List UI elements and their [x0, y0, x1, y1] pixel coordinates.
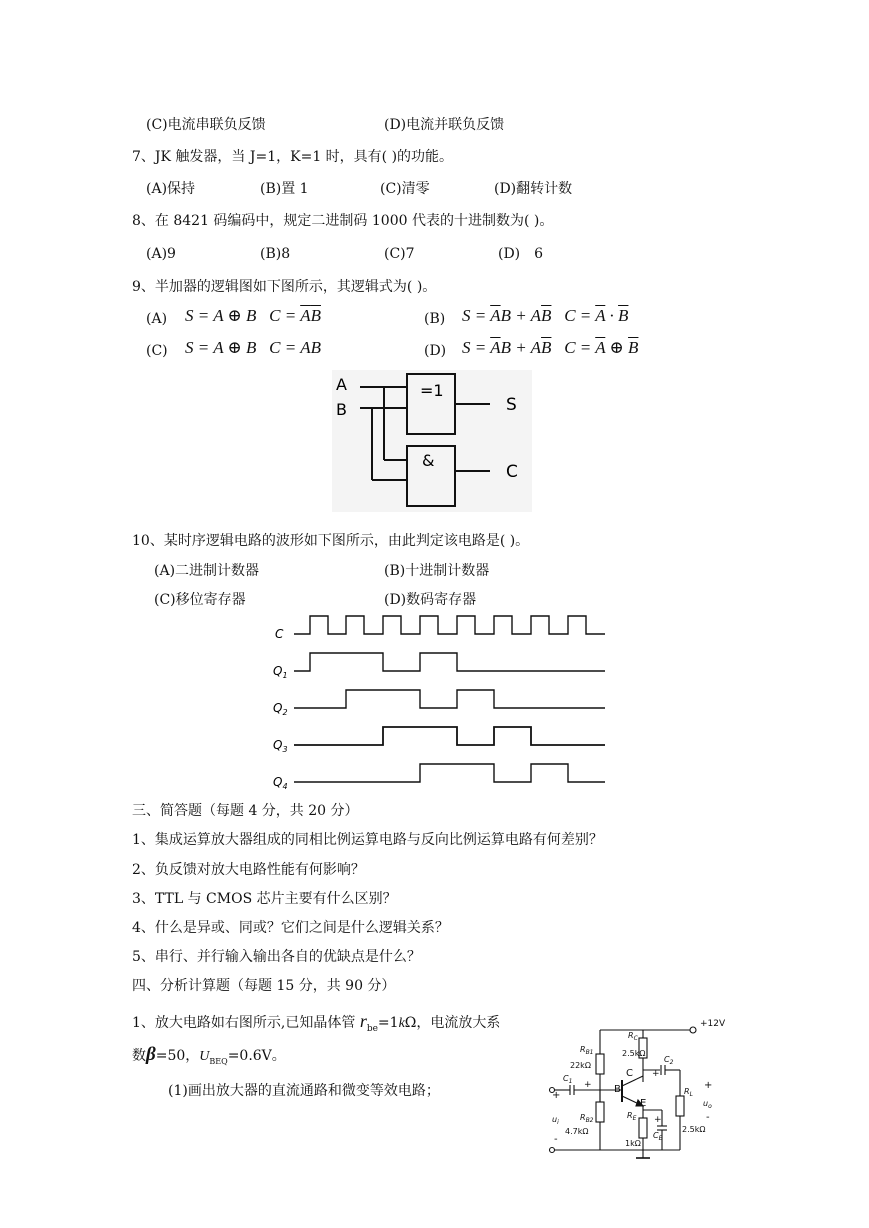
- ce-label: $C_E$: [653, 1131, 663, 1142]
- ce-plus: +: [654, 1115, 662, 1125]
- q8-option-d: (D) 6: [498, 246, 544, 262]
- q7-option-c: (C)清零: [380, 181, 430, 197]
- input-b-label: B: [336, 400, 347, 419]
- rl-value: 2.5kΩ: [682, 1125, 706, 1134]
- node-b-label: B: [614, 1084, 621, 1095]
- q10-option-d: (D)数码寄存器: [384, 592, 477, 608]
- signal-c-label: C: [275, 627, 284, 641]
- q10-stem: 10、某时序逻辑电路的波形如下图所示，由此判定该电路是( )。: [132, 533, 530, 549]
- rb2-value: 4.7kΩ: [565, 1127, 589, 1136]
- signal-q3-label: $Q_3$: [273, 738, 288, 754]
- rl-resistor: [676, 1096, 684, 1116]
- q9-option-c-label: (C): [146, 343, 168, 359]
- uo-label: $u_o$: [703, 1099, 712, 1110]
- rc-value: 2.5kΩ: [622, 1049, 646, 1058]
- input-plus: +: [552, 1090, 561, 1101]
- q9-option-a-formula: S = A ⊕ B C = AB: [185, 306, 321, 325]
- section3-item: 5、串行、并行输入输出各自的优缺点是什么？: [132, 949, 421, 965]
- output-s-label: S: [506, 395, 517, 415]
- node-c-label: C: [626, 1068, 633, 1079]
- rl-label: $R_L$: [684, 1087, 693, 1098]
- waveform-q4: [294, 764, 605, 782]
- q9-option-b-formula: $S = \overline{A}B + A\overline{B}$ $C = \overline{A} \cdot \overline{B}$: [462, 306, 629, 325]
- c2-label: $C_2$: [664, 1055, 674, 1066]
- input-minus: -: [554, 1134, 558, 1145]
- and-gate-label: &: [422, 451, 435, 470]
- re-value: 1kΩ: [625, 1139, 641, 1148]
- amplifier-circuit: [540, 1010, 730, 1162]
- section3-item: 4、什么是异或、同或？它们之间是什么逻辑关系？: [132, 920, 449, 936]
- xor-gate-label: =1: [420, 381, 444, 400]
- section4-subquestion-1: (1)画出放大器的直流通路和微变等效电路；: [168, 1083, 440, 1099]
- signal-q1-label: $Q_1$: [273, 664, 288, 680]
- output-plus: +: [704, 1080, 713, 1091]
- section3-item: 2、负反馈对放大电路性能有何影响？: [132, 862, 365, 878]
- section3-item: 3、TTL 与 CMOS 芯片主要有什么区别？: [132, 891, 397, 907]
- q8-option-c: (C)7: [384, 246, 415, 262]
- q9-option-d-label: (D): [424, 343, 447, 359]
- q9-option-d-formula: $S = \overline{A}B + A\overline{B}$ $C = \overline{A}$ ⊕ $\overline{B}$: [462, 338, 639, 357]
- signal-q4-label: $Q_4$: [273, 775, 288, 790]
- rb1-resistor: [596, 1054, 604, 1074]
- waveform-c: [294, 616, 605, 634]
- waveform-q2: [294, 690, 605, 708]
- section3-item: 1、集成运算放大器组成的同相比例运算电路与反向比例运算电路有何差别？: [132, 832, 603, 848]
- q9-option-c-formula: S = A ⊕ B C = AB: [185, 338, 321, 357]
- input-a-label: A: [336, 375, 347, 394]
- node-e-label: E: [640, 1098, 647, 1109]
- q8-option-a: (A)9: [146, 246, 176, 262]
- q8-option-b: (B)8: [260, 246, 291, 262]
- waveform-q1: [294, 653, 605, 671]
- q7-stem: 7、JK 触发器，当 J=1，K=1 时，具有( )的功能。: [132, 149, 454, 165]
- section4-title: 四、分析计算题（每题 15 分，共 90 分）: [132, 978, 396, 994]
- c1-label: $C_1$: [563, 1074, 573, 1085]
- re-resistor: [639, 1118, 647, 1138]
- vcc-terminal: [690, 1027, 696, 1033]
- q9-option-b-label: (B): [424, 311, 446, 327]
- q7-option-d: (D)翻转计数: [494, 181, 573, 197]
- timing-waveforms: [270, 608, 610, 790]
- rb1-value: 22kΩ: [570, 1061, 591, 1070]
- q9-option-a-label: (A): [146, 311, 168, 327]
- rb2-resistor: [596, 1102, 604, 1122]
- q9-stem: 9、半加器的逻辑图如下图所示，其逻辑式为( )。: [132, 279, 437, 295]
- q7-option-a: (A)保持: [146, 181, 196, 197]
- q10-option-b: (B)十进制计数器: [384, 563, 490, 579]
- section4-problem1-line1: 1、放大电路如右图所示,已知晶体管 $r_{be}=1k\Omega$，电流放大系: [132, 1011, 501, 1034]
- rb2-label: $R_{B2}$: [580, 1113, 594, 1124]
- vcc-label: +12V: [700, 1019, 726, 1029]
- half-adder-diagram: [332, 370, 532, 512]
- q10-option-a: (A)二进制计数器: [154, 563, 260, 579]
- ui-label: $u_i$: [552, 1115, 559, 1126]
- c2-plus: +: [652, 1069, 660, 1079]
- waveform-q3: [294, 727, 605, 745]
- q10-option-c: (C)移位寄存器: [154, 592, 246, 608]
- q7-option-b: (B)置 1: [260, 181, 309, 197]
- output-minus: -: [706, 1112, 710, 1123]
- signal-q2-label: $Q_2$: [273, 701, 288, 717]
- section4-problem1-line2: 数β=50，$U_{BEQ}=0.6V$。: [132, 1044, 286, 1066]
- section3-title: 三、简答题（每题 4 分，共 20 分）: [132, 803, 359, 819]
- output-c-label: C: [506, 462, 518, 482]
- c1-plus: +: [584, 1080, 592, 1090]
- q6-option-c: (C)电流串联负反馈: [146, 117, 266, 133]
- rb1-label: $R_{B1}$: [580, 1045, 594, 1056]
- re-label: $R_E$: [627, 1111, 637, 1122]
- q6-option-d: (D)电流并联负反馈: [384, 117, 505, 133]
- q8-stem: 8、在 8421 码编码中，规定二进制码 1000 代表的十进制数为( )。: [132, 213, 554, 229]
- rc-label: $R_C$: [628, 1031, 638, 1042]
